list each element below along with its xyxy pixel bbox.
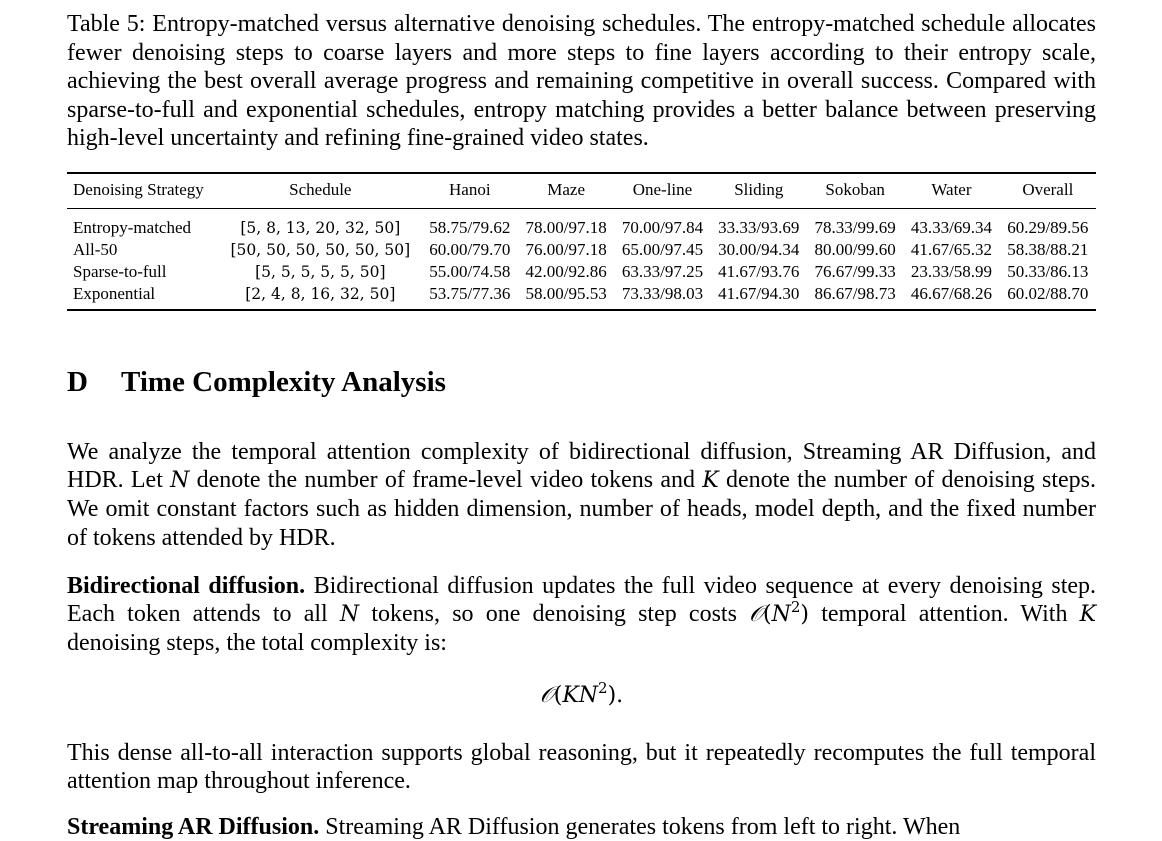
cell-overall: 58.38/88.21	[1007, 240, 1089, 259]
math-paren-open: (	[553, 683, 563, 708]
streaming-paragraph	[67, 813, 1096, 841]
cell-maze: 78.00/97.18	[525, 218, 607, 237]
cell-schedule: [2, 4, 8, 16, 32, 50]	[245, 285, 396, 303]
math-paren-open: (	[763, 602, 772, 628]
cell-overall: 60.02/88.70	[1007, 284, 1089, 303]
table-caption	[67, 10, 1096, 153]
table-caption-text: Entropy-matched versus alternative denoising schedules. The entropy-matched schedule allocates fewer denoising steps to coarse layers and more steps to fine layers according to their entropy scale, achieving the best overall average progress and remaining competitive in overall success. Compared with sparse-to-full and exponential schedules, entropy matching provides a better balance between preserving high-level uncertainty and refining fine-grained video states.	[67, 11, 1097, 152]
col-header-sliding: Sliding	[711, 173, 807, 209]
cell-sokoban: 76.67/99.33	[814, 262, 896, 281]
cell-sliding: 41.67/94.30	[718, 284, 800, 303]
cell-strategy: Sparse-to-full	[73, 262, 167, 281]
bidirectional-text-4: denoising steps, the total complexity is:	[67, 630, 447, 657]
col-header-sokoban: Sokoban	[807, 173, 903, 209]
cell-overall: 50.33/86.13	[1007, 262, 1089, 281]
table-row	[67, 261, 1096, 283]
cell-strategy: Entropy-matched	[73, 218, 192, 237]
math-exponent: 2	[598, 679, 608, 697]
cell-sokoban: 80.00/99.60	[814, 240, 896, 259]
cell-oneline: 65.00/97.45	[621, 240, 704, 259]
bidirectional-heading: Bidirectional diffusion.	[67, 573, 306, 599]
col-header-oneline: One-line	[614, 173, 710, 209]
table-header-row	[67, 173, 1096, 209]
table-row	[67, 209, 1096, 240]
col-header-strategy: Denoising Strategy	[67, 173, 219, 209]
math-expr-o-n2	[749, 598, 809, 628]
bidirectional-paragraph	[67, 572, 1096, 658]
col-header-maze: Maze	[518, 173, 614, 209]
bidirectional-text-3: temporal attention. With	[821, 601, 1068, 628]
cell-sliding: 41.67/93.76	[718, 262, 800, 281]
math-var-k: K	[1079, 602, 1097, 628]
dense-text: This dense all-to-all interaction supports global reasoning, but it repeatedly recomputes the full temporal attention map throughout inference.	[67, 740, 1096, 795]
math-big-o: 𝒪	[749, 602, 764, 628]
cell-sliding: 33.33/93.69	[718, 218, 800, 237]
col-header-hanoi: Hanoi	[422, 173, 518, 209]
cell-schedule: [5, 5, 5, 5, 5, 50]	[255, 263, 386, 281]
streaming-text: Streaming AR Diffusion generates tokens from left to right. When	[325, 814, 961, 840]
table-row	[67, 239, 1096, 261]
cell-schedule: [50, 50, 50, 50, 50, 50]	[230, 241, 411, 259]
table-caption-label: Table 5:	[67, 11, 146, 37]
cell-water: 46.67/68.26	[910, 284, 993, 303]
cell-overall: 60.29/89.56	[1007, 218, 1089, 237]
bidirectional-text-1: Bidirectional diffusion updates the full video sequence at every denoising step. Each token attends to all	[67, 573, 1097, 628]
cell-hanoi: 60.00/79.70	[429, 240, 511, 259]
display-equation	[67, 679, 1096, 709]
math-exponent: 2	[790, 598, 801, 617]
math-var-k: K	[702, 468, 719, 494]
math-var-n: N	[771, 602, 791, 628]
cell-maze: 42.00/92.86	[525, 262, 607, 281]
cell-water: 23.33/58.99	[910, 262, 993, 281]
math-paren-close: )	[800, 602, 809, 628]
bidirectional-text-2: tokens, so one denoising step costs	[371, 601, 737, 628]
cell-oneline: 70.00/97.84	[621, 218, 704, 237]
cell-sokoban: 78.33/99.69	[814, 218, 896, 237]
cell-oneline: 73.33/98.03	[621, 284, 704, 303]
cell-oneline: 63.33/97.25	[621, 262, 704, 281]
streaming-heading: Streaming AR Diffusion.	[67, 814, 320, 840]
cell-hanoi: 55.00/74.58	[429, 262, 511, 281]
dense-paragraph	[67, 739, 1096, 795]
cell-schedule: [5, 8, 13, 20, 32, 50]	[240, 219, 401, 237]
cell-water: 43.33/69.34	[910, 218, 993, 237]
math-big-o: 𝒪	[539, 683, 554, 708]
math-display-expr	[539, 679, 624, 708]
cell-maze: 76.00/97.18	[525, 240, 607, 259]
intro-text-3: denote the number of denoising steps. We omit constant factors such as hidden dimension, number of heads, model depth, and the fixed number of tokens attended by HDR.	[67, 467, 1097, 551]
cell-sliding: 30.00/94.34	[718, 240, 800, 259]
math-var-kn: KN	[562, 683, 599, 708]
col-header-overall: Overall	[1000, 173, 1096, 209]
math-var-n: N	[170, 468, 190, 494]
math-var-n: N	[339, 602, 360, 628]
cell-hanoi: 53.75/77.36	[429, 284, 511, 303]
cell-maze: 58.00/95.53	[525, 284, 607, 303]
cell-strategy: Exponential	[73, 284, 156, 303]
cell-hanoi: 58.75/79.62	[429, 218, 511, 237]
intro-text-1: We analyze the temporal attention complexity of bidirectional diffusion, Streaming AR Diffusion, and HDR. Let	[67, 439, 1096, 494]
intro-text-2: denote the number of frame-level video tokens and	[196, 467, 696, 494]
section-title: Time Complexity Analysis	[121, 366, 446, 398]
section-heading	[67, 366, 446, 399]
math-paren-close: ).	[607, 683, 624, 708]
cell-water: 41.67/65.32	[910, 240, 993, 259]
intro-paragraph	[67, 438, 1096, 552]
table-row	[67, 283, 1096, 310]
cell-strategy: All-50	[73, 240, 118, 259]
col-header-water: Water	[903, 173, 999, 209]
cell-sokoban: 86.67/98.73	[814, 284, 896, 303]
section-number: D	[67, 366, 88, 398]
results-table	[67, 172, 1096, 311]
col-header-schedule: Schedule	[219, 173, 422, 209]
